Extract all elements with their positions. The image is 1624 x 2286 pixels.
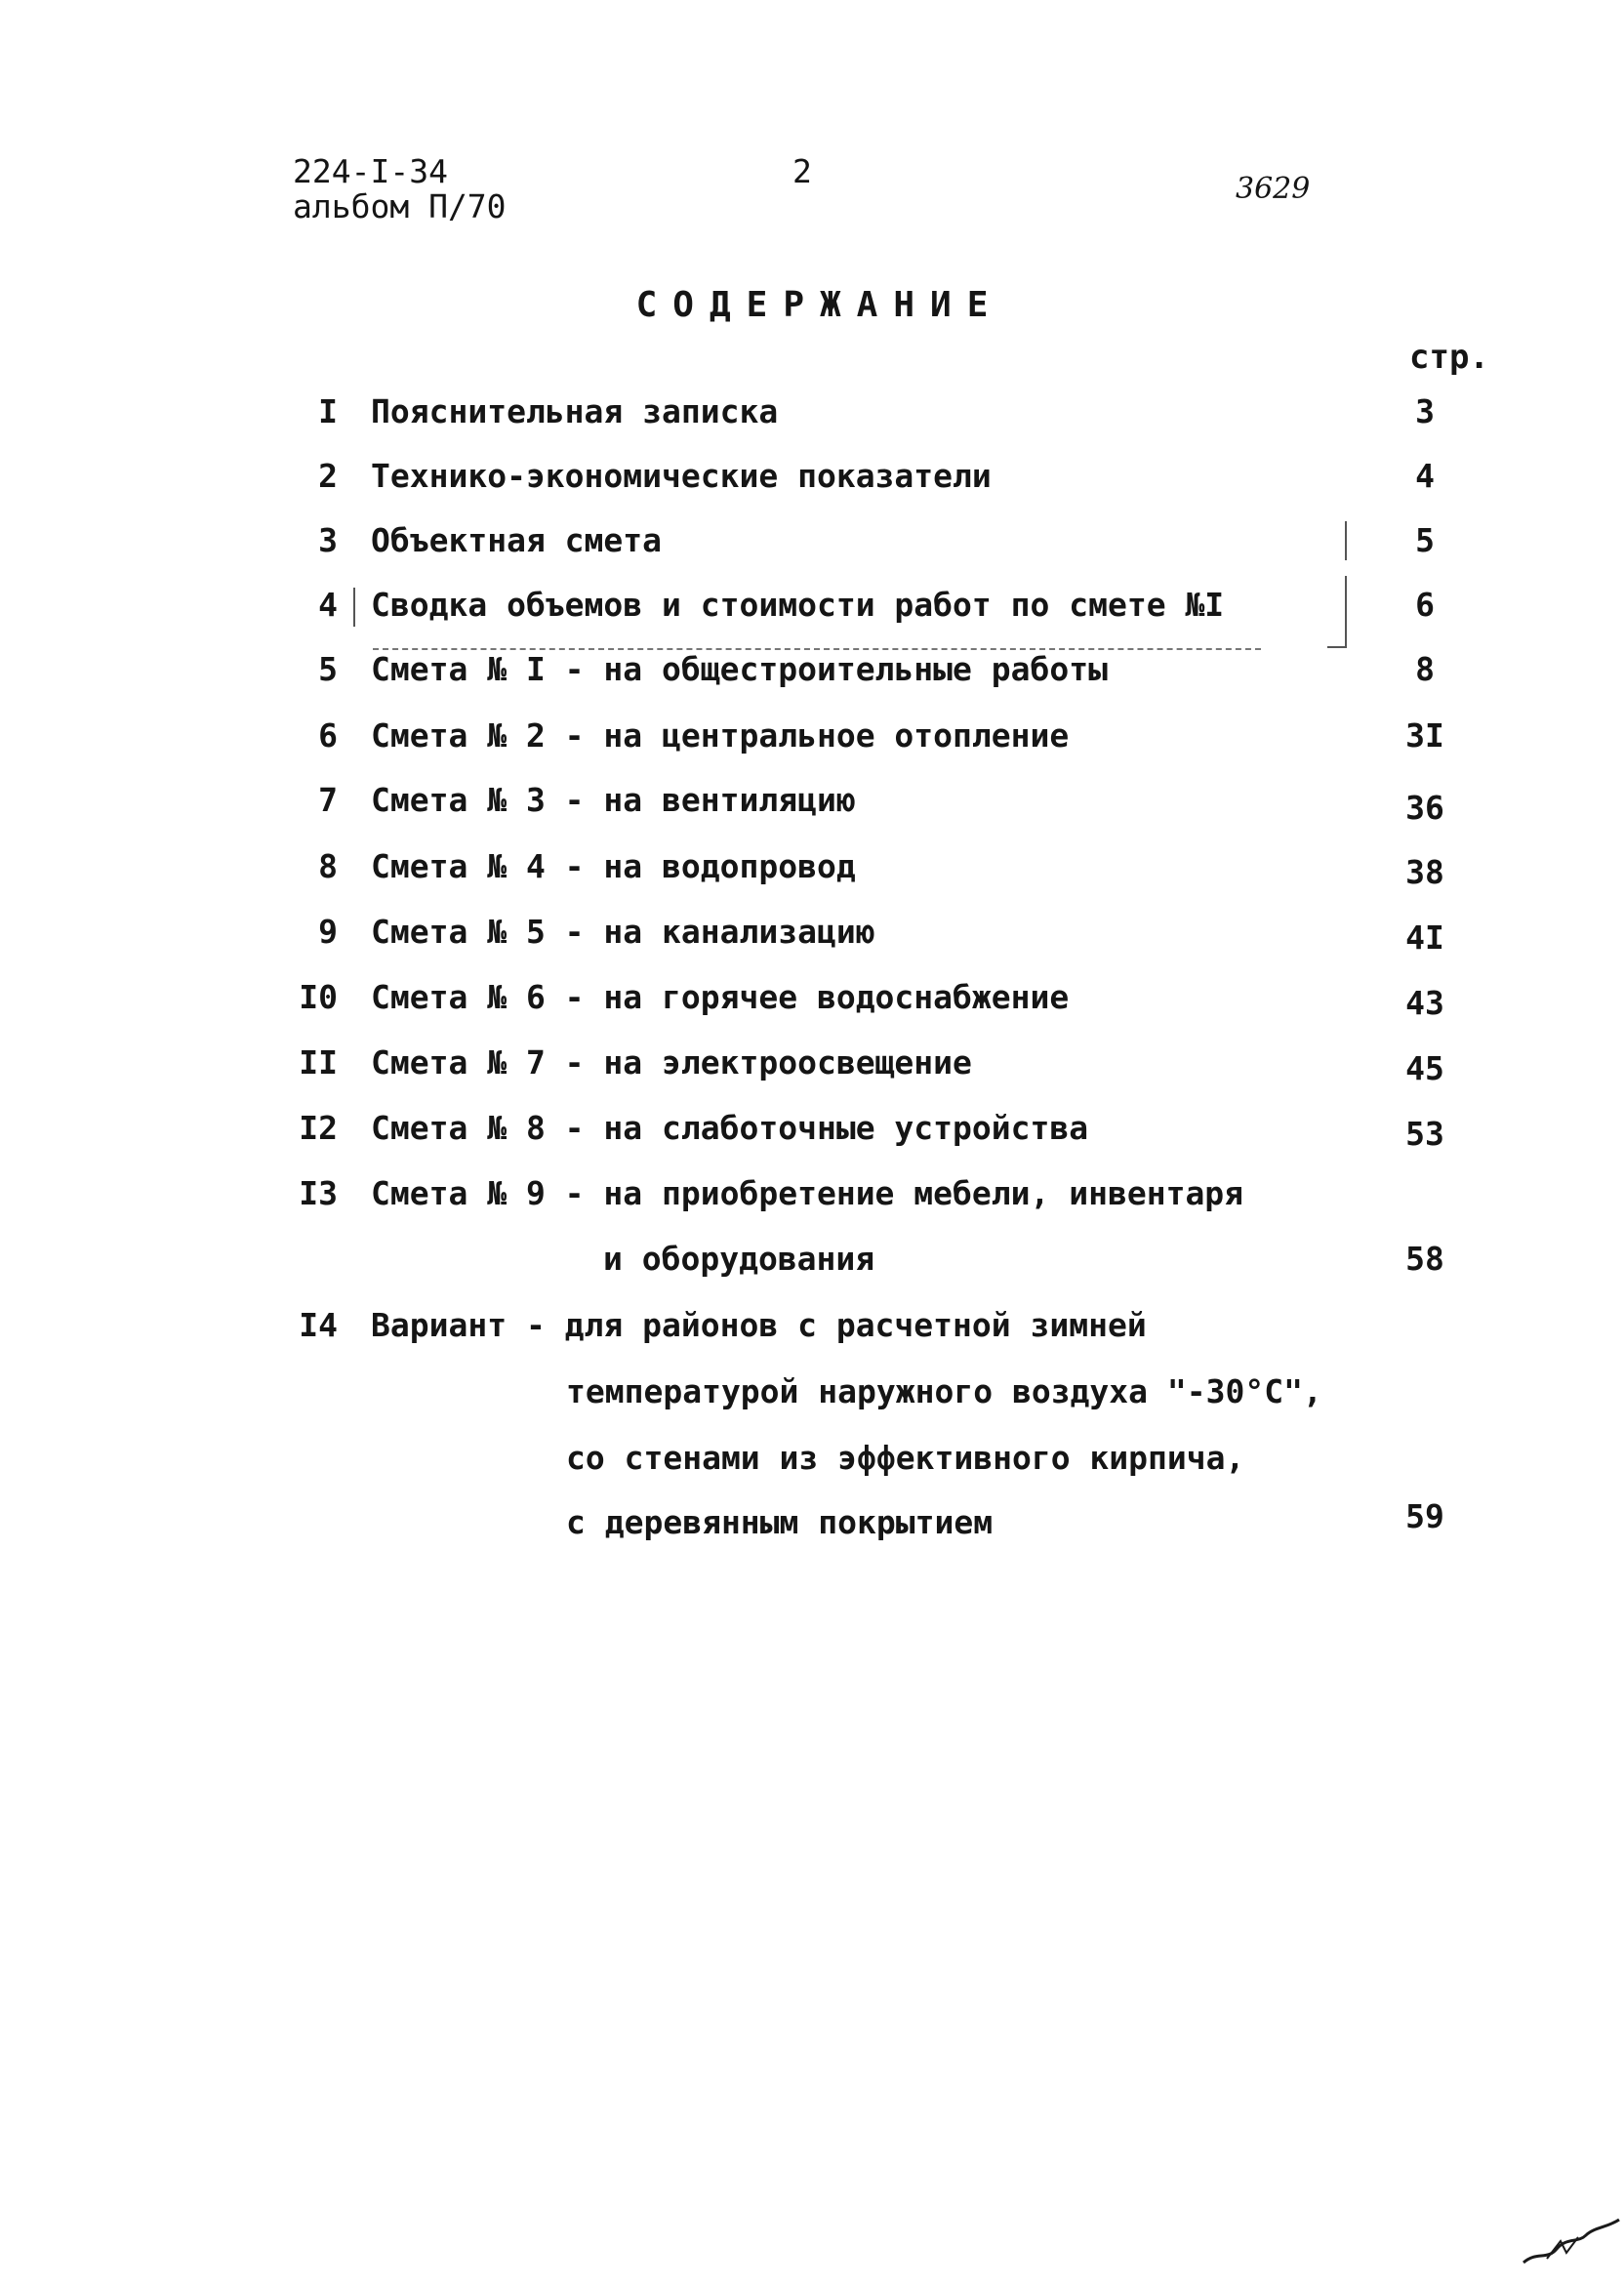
toc-page: 5 bbox=[1415, 521, 1435, 559]
pencil-mark bbox=[1327, 646, 1347, 648]
toc-number: 3 bbox=[318, 521, 338, 559]
pencil-underline bbox=[373, 648, 1261, 650]
toc-number: I4 bbox=[299, 1306, 338, 1344]
toc-title: Смета № 6 - на горячее водоснабжение bbox=[371, 978, 1070, 1016]
toc-page: 8 bbox=[1415, 650, 1435, 688]
toc-title-continuation: температурой наружного воздуха "-30°С", bbox=[566, 1372, 1322, 1410]
toc-page: 45 bbox=[1405, 1049, 1444, 1087]
toc-page: 3 bbox=[1415, 392, 1435, 430]
toc-number: 5 bbox=[318, 650, 338, 688]
toc-row bbox=[0, 650, 1624, 689]
pencil-mark bbox=[353, 588, 355, 627]
page-title: СОДЕРЖАНИЕ bbox=[635, 285, 1004, 325]
toc-title: Объектная смета bbox=[371, 521, 663, 559]
toc-number: 2 bbox=[318, 457, 338, 495]
page-number: 2 bbox=[792, 152, 812, 190]
pencil-mark bbox=[1345, 576, 1347, 646]
toc-row-continuation bbox=[0, 1240, 1624, 1279]
pencil-mark bbox=[1345, 521, 1347, 560]
toc-title: Технико-экономические показатели bbox=[371, 457, 992, 495]
toc-title: Вариант - для районов с расчетной зимней bbox=[371, 1306, 1147, 1344]
toc-page: 43 bbox=[1405, 984, 1444, 1022]
toc-title: Смета № 8 - на слаботочные устройства bbox=[371, 1109, 1089, 1147]
toc-row bbox=[0, 586, 1624, 625]
toc-page: 38 bbox=[1405, 853, 1444, 891]
toc-page: 3I bbox=[1405, 716, 1444, 755]
page-column-label: стр. bbox=[1409, 338, 1489, 377]
toc-number: 7 bbox=[318, 781, 338, 819]
toc-page: 59 bbox=[1405, 1497, 1444, 1535]
document-code: 224-I-34 bbox=[293, 152, 448, 190]
toc-page: 36 bbox=[1405, 789, 1444, 827]
toc-page: 4I bbox=[1405, 918, 1444, 957]
toc-page: 58 bbox=[1405, 1240, 1444, 1278]
toc-title-continuation: с деревянным покрытием bbox=[566, 1503, 994, 1541]
toc-number: I bbox=[318, 392, 338, 430]
toc-title: Смета № I - на общестроительные работы bbox=[371, 650, 1108, 688]
album-number: альбом П/70 bbox=[293, 187, 507, 225]
toc-number: I0 bbox=[299, 978, 338, 1016]
toc-row bbox=[0, 1174, 1624, 1213]
toc-number: II bbox=[299, 1043, 338, 1082]
toc-row bbox=[0, 392, 1624, 431]
signature-mark bbox=[1518, 2214, 1624, 2272]
inventory-number: 3629 bbox=[1236, 172, 1311, 206]
toc-number: 4 bbox=[318, 586, 338, 624]
toc-row bbox=[0, 913, 1624, 957]
toc-title-continuation: со стенами из эффективного кирпича, bbox=[566, 1439, 1245, 1477]
toc-row bbox=[0, 781, 1624, 827]
toc-title: Смета № 7 - на электроосвещение bbox=[371, 1043, 972, 1082]
toc-row-continuation bbox=[0, 1439, 1624, 1478]
toc-row-continuation bbox=[0, 1497, 1624, 1542]
toc-number: I3 bbox=[299, 1174, 338, 1212]
toc-row bbox=[0, 847, 1624, 891]
toc-row bbox=[0, 1306, 1624, 1345]
toc-title: Смета № 9 - на приобретение мебели, инвентаря bbox=[371, 1174, 1244, 1212]
toc-row bbox=[0, 1109, 1624, 1153]
toc-page: 6 bbox=[1415, 586, 1435, 624]
toc-row bbox=[0, 716, 1624, 755]
toc-title-continuation: и оборудования bbox=[603, 1240, 875, 1278]
toc-row-continuation bbox=[0, 1372, 1624, 1411]
toc-page: 4 bbox=[1415, 457, 1435, 495]
toc-number: 6 bbox=[318, 716, 338, 755]
toc-page: 53 bbox=[1405, 1115, 1444, 1153]
toc-row bbox=[0, 1043, 1624, 1087]
toc-number: 9 bbox=[318, 913, 338, 951]
toc-row bbox=[0, 521, 1624, 560]
toc-title: Смета № 5 - на канализацию bbox=[371, 913, 875, 951]
toc-number: 8 bbox=[318, 847, 338, 885]
toc-row bbox=[0, 978, 1624, 1022]
toc-row bbox=[0, 457, 1624, 496]
toc-title: Смета № 2 - на центральное отопление bbox=[371, 716, 1070, 755]
toc-title: Сводка объемов и стоимости работ по смете №I bbox=[371, 586, 1225, 624]
toc-title: Пояснительная записка bbox=[371, 392, 779, 430]
toc-title: Смета № 3 - на вентиляцию bbox=[371, 781, 856, 819]
toc-title: Смета № 4 - на водопровод bbox=[371, 847, 856, 885]
toc-number: I2 bbox=[299, 1109, 338, 1147]
